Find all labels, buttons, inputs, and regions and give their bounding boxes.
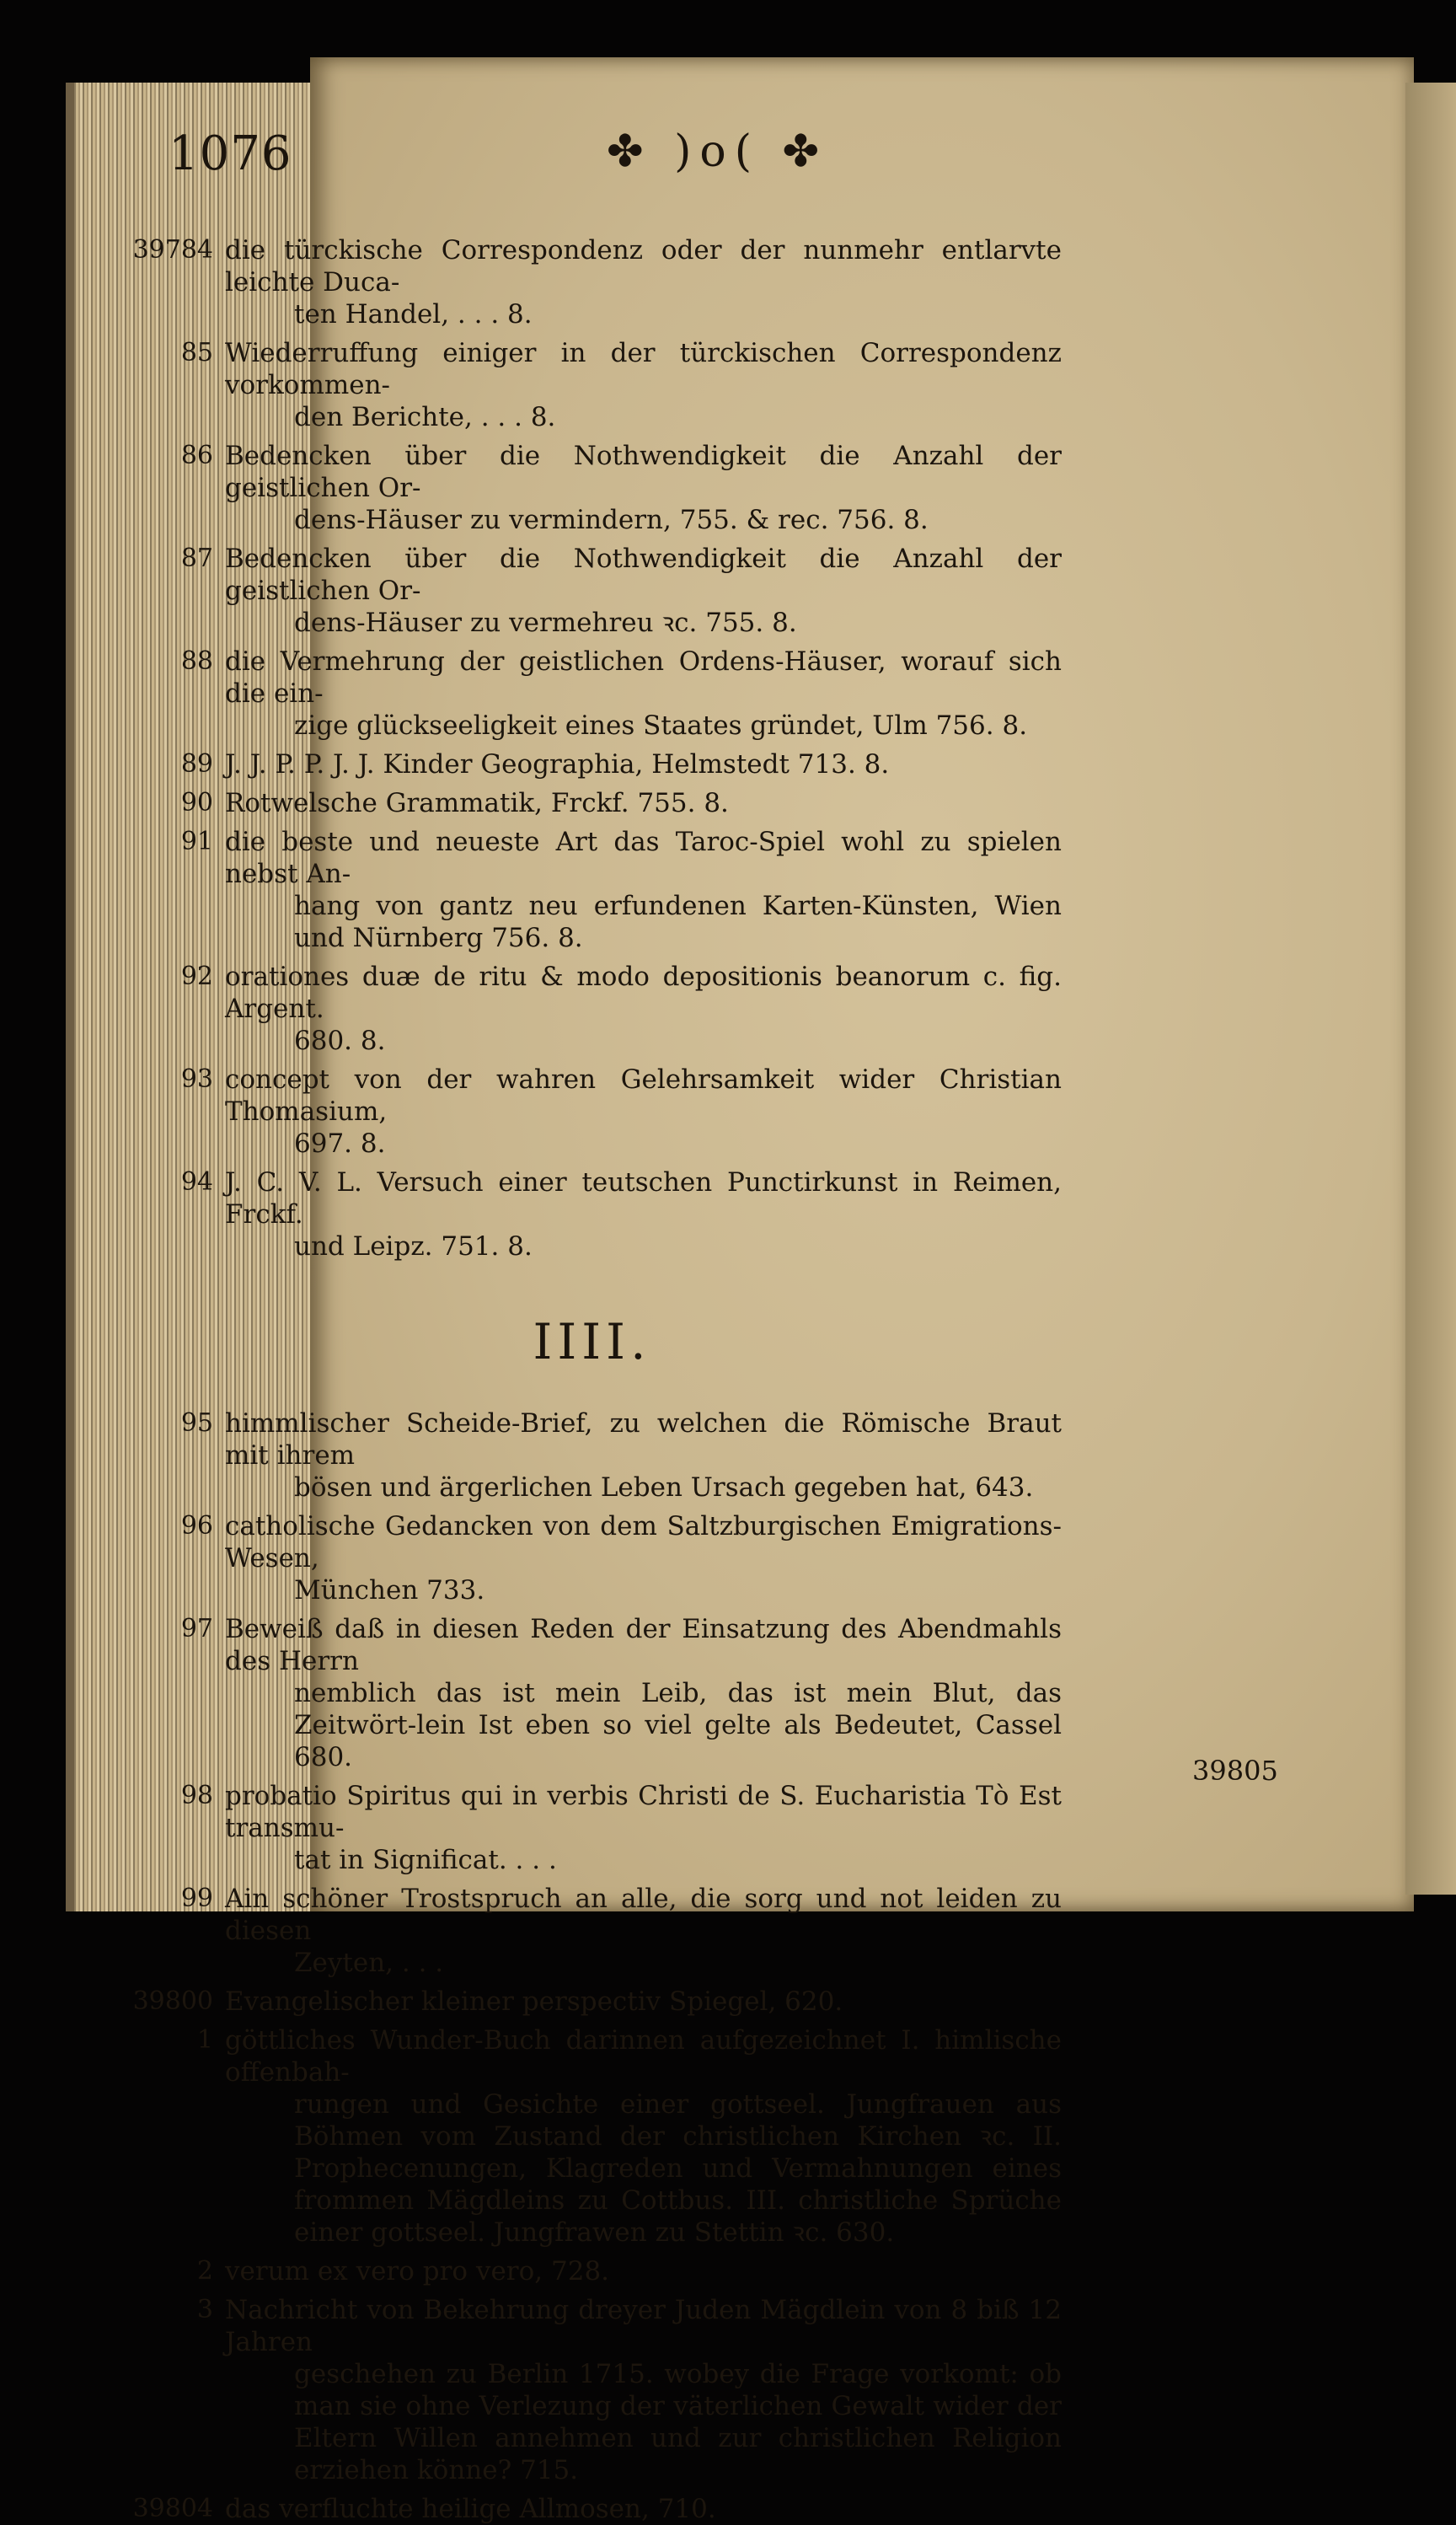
entry-continuation: hang von gantz neu erfundenen Karten-Künsten, Wien und Nürnberg 756. 8. — [294, 891, 1062, 953]
entry-number: 86 — [180, 441, 213, 470]
entry-continuation: zige glückseeligkeit eines Staates gründet, Ulm 756. 8. — [294, 710, 1028, 741]
entry-continuation: 697. 8. — [294, 1128, 386, 1159]
entry-first-line: verum ex vero pro vero, 728. — [225, 2256, 610, 2286]
list-item — [122, 1613, 1062, 1773]
entry-text — [225, 440, 1062, 536]
entry-text — [225, 1166, 1062, 1262]
entry-list-after — [122, 1407, 1062, 2525]
entry-continuation: und Leipz. 751. 8. — [294, 1231, 533, 1262]
entry-continuation: dens-Häuser zu vermindern, 755. & rec. 756. 8. — [294, 505, 929, 535]
entry-first-line: Beweiß daß in diesen Reden der Einsatzung des Abendmahls des Herrn — [225, 1614, 1062, 1676]
entry-number: 3 — [196, 2295, 213, 2324]
entry-continuation: geschehen zu Berlin 1715. wobey die Frage vorkomt: ob man sie ohne Verlezung der väterlichen Gewalt wider der Eltern Willen annehmen und zur christlichen Religion erziehen könne? 715. — [294, 2359, 1062, 2485]
list-item — [122, 234, 1062, 330]
entry-first-line: Wiederruffung einiger in der türckischen Correspondenz vorkommen- — [225, 338, 1062, 400]
entry-continuation: rungen und Gesichte einer gottseel. Jungfrauen aus Böhmen vom Zustand der christlichen Kirchen ꝛc. II. Prophecenungen, Klagreden und Vermahnungen eines frommen Mägdleins zu Cottbus. III. christliche Sprüche einer gottseel. Jungfrawen zu Stettin ꝛc. 630. — [294, 2089, 1062, 2248]
entry-first-line: göttliches Wunder-Buch darinnen aufgezeichnet I. himlische offenbah- — [225, 2025, 1062, 2088]
entry-text — [225, 1986, 1062, 2018]
entry-text — [225, 2294, 1062, 2486]
page-number: 1076 — [169, 126, 292, 181]
entry-text — [225, 748, 1062, 780]
entry-number: 1 — [196, 2025, 213, 2055]
section-heading: IIII. — [533, 1313, 651, 1370]
entry-text — [225, 1613, 1062, 1773]
entry-first-line: probatio Spiritus qui in verbis Christi de S. Eucharistia Τὸ Est transmu- — [225, 1781, 1062, 1843]
entry-first-line: die Vermehrung der geistlichen Ordens-Häuser, worauf sich die ein- — [225, 646, 1062, 709]
entry-text — [225, 1780, 1062, 1876]
page-content — [122, 234, 1062, 2524]
entry-text — [225, 961, 1062, 1057]
entry-number: 2 — [196, 2256, 213, 2286]
list-item — [122, 1166, 1062, 1262]
list-item — [122, 2493, 1062, 2525]
entry-first-line: Evangelischer kleiner perspectiv Spiegel, 620. — [225, 1986, 843, 2017]
entry-text — [225, 543, 1062, 639]
list-item — [122, 787, 1062, 819]
entry-first-line: orationes duæ de ritu & modo depositionis beanorum c. fig. Argent. — [225, 962, 1062, 1024]
list-item — [122, 2255, 1062, 2287]
entry-text — [225, 2024, 1062, 2249]
list-item — [122, 1064, 1062, 1160]
entry-first-line: Bedencken über die Nothwendigkeit die Anzahl der geistlichen Or- — [225, 441, 1062, 503]
entry-first-line: himmlischer Scheide-Brief, zu welchen die Römische Braut mit ihrem — [225, 1408, 1062, 1471]
entry-number: 99 — [180, 1884, 213, 1913]
list-item — [122, 2294, 1062, 2486]
entry-text — [225, 1064, 1062, 1160]
entry-continuation: 680. 8. — [294, 1026, 386, 1056]
list-item — [122, 1407, 1062, 1504]
entry-continuation: München 733. — [294, 1575, 485, 1606]
entry-number: 92 — [180, 962, 213, 991]
entry-number: 90 — [180, 788, 213, 818]
entry-continuation: dens-Häuser zu vermehreu ꝛc. 755. 8. — [294, 608, 797, 638]
entry-text — [225, 1407, 1062, 1504]
list-item — [122, 646, 1062, 742]
entry-first-line: J. J. P. P. J. J. Kinder Geographia, Helmstedt 713. 8. — [225, 749, 890, 780]
list-item — [122, 543, 1062, 639]
entry-continuation: Zeyten, . . . — [294, 1948, 444, 1978]
entry-text — [225, 646, 1062, 742]
list-item — [122, 961, 1062, 1057]
entry-continuation: tat in Significat. . . . — [294, 1845, 557, 1875]
facing-page-edge — [1405, 83, 1456, 1895]
entry-text — [225, 337, 1062, 433]
entry-number: 97 — [180, 1614, 213, 1643]
list-item — [122, 2024, 1062, 2249]
list-item — [122, 826, 1062, 954]
entry-first-line: concept von der wahren Gelehrsamkeit wider Christian Thomasium, — [225, 1064, 1062, 1127]
list-item — [122, 1986, 1062, 2018]
entry-text — [225, 1883, 1062, 1979]
entry-number: 39784 — [132, 235, 213, 265]
entry-number: 39800 — [132, 1986, 213, 2016]
entry-first-line: catholische Gedancken von dem Saltzburgischen Emigrations-Wesen, — [225, 1511, 1062, 1573]
entry-first-line: Bedencken über die Nothwendigkeit die Anzahl der geistlichen Or- — [225, 544, 1062, 606]
entry-first-line: Rotwelsche Grammatik, Frckf. 755. 8. — [225, 788, 729, 818]
entry-number: 88 — [180, 646, 213, 676]
entry-text — [225, 1510, 1062, 1606]
header-ornament: ✤ )o( ✤ — [607, 126, 828, 177]
entry-number: 98 — [180, 1781, 213, 1810]
catchword: 39805 — [1192, 1755, 1278, 1787]
entry-text — [225, 234, 1062, 330]
entry-first-line: die türckische Correspondenz oder der nunmehr entlarvte leichte Duca- — [225, 235, 1062, 298]
entry-first-line: J. C. V. L. Versuch einer teutschen Punctirkunst in Reimen, Frckf. — [225, 1167, 1062, 1230]
entry-text — [225, 2255, 1062, 2287]
entry-first-line: Nachricht von Bekehrung dreyer Juden Mägdlein von 8 biß 12 Jahren — [225, 2295, 1062, 2357]
entry-text — [225, 787, 1062, 819]
entry-continuation: bösen und ärgerlichen Leben Ursach gegeben hat, 643. — [294, 1472, 1034, 1503]
entry-first-line: Ain schöner Trostspruch an alle, die sorg und not leiden zu diesen — [225, 1884, 1062, 1946]
entry-number: 93 — [180, 1064, 213, 1094]
page-header — [169, 126, 1062, 194]
entry-number: 85 — [180, 338, 213, 367]
entry-number: 39804 — [132, 2494, 213, 2523]
entry-first-line: die beste und neueste Art das Taroc-Spiel wohl zu spielen nebst An- — [225, 827, 1062, 889]
entry-number: 91 — [180, 827, 213, 856]
list-item — [122, 1510, 1062, 1606]
list-item — [122, 440, 1062, 536]
entry-number: 95 — [180, 1408, 213, 1438]
entry-first-line: das verfluchte heilige Allmosen, 710. — [225, 2494, 716, 2524]
entry-continuation: ten Handel, . . . 8. — [294, 299, 533, 330]
entry-number: 89 — [180, 749, 213, 779]
list-item — [122, 1780, 1062, 1876]
entry-number: 96 — [180, 1511, 213, 1541]
entry-text — [225, 826, 1062, 954]
list-item — [122, 748, 1062, 780]
list-item — [122, 1883, 1062, 1979]
entry-number: 94 — [180, 1167, 213, 1197]
entry-list-before — [122, 234, 1062, 1262]
entry-number: 87 — [180, 544, 213, 573]
entry-continuation: nemblich das ist mein Leib, das ist mein Blut, das Zeitwört-lein Ist eben so viel gelte als Bedeutet, Cassel 680. — [294, 1678, 1062, 1772]
entry-continuation: den Berichte, . . . 8. — [294, 402, 556, 432]
list-item — [122, 337, 1062, 433]
entry-text — [225, 2493, 1062, 2525]
